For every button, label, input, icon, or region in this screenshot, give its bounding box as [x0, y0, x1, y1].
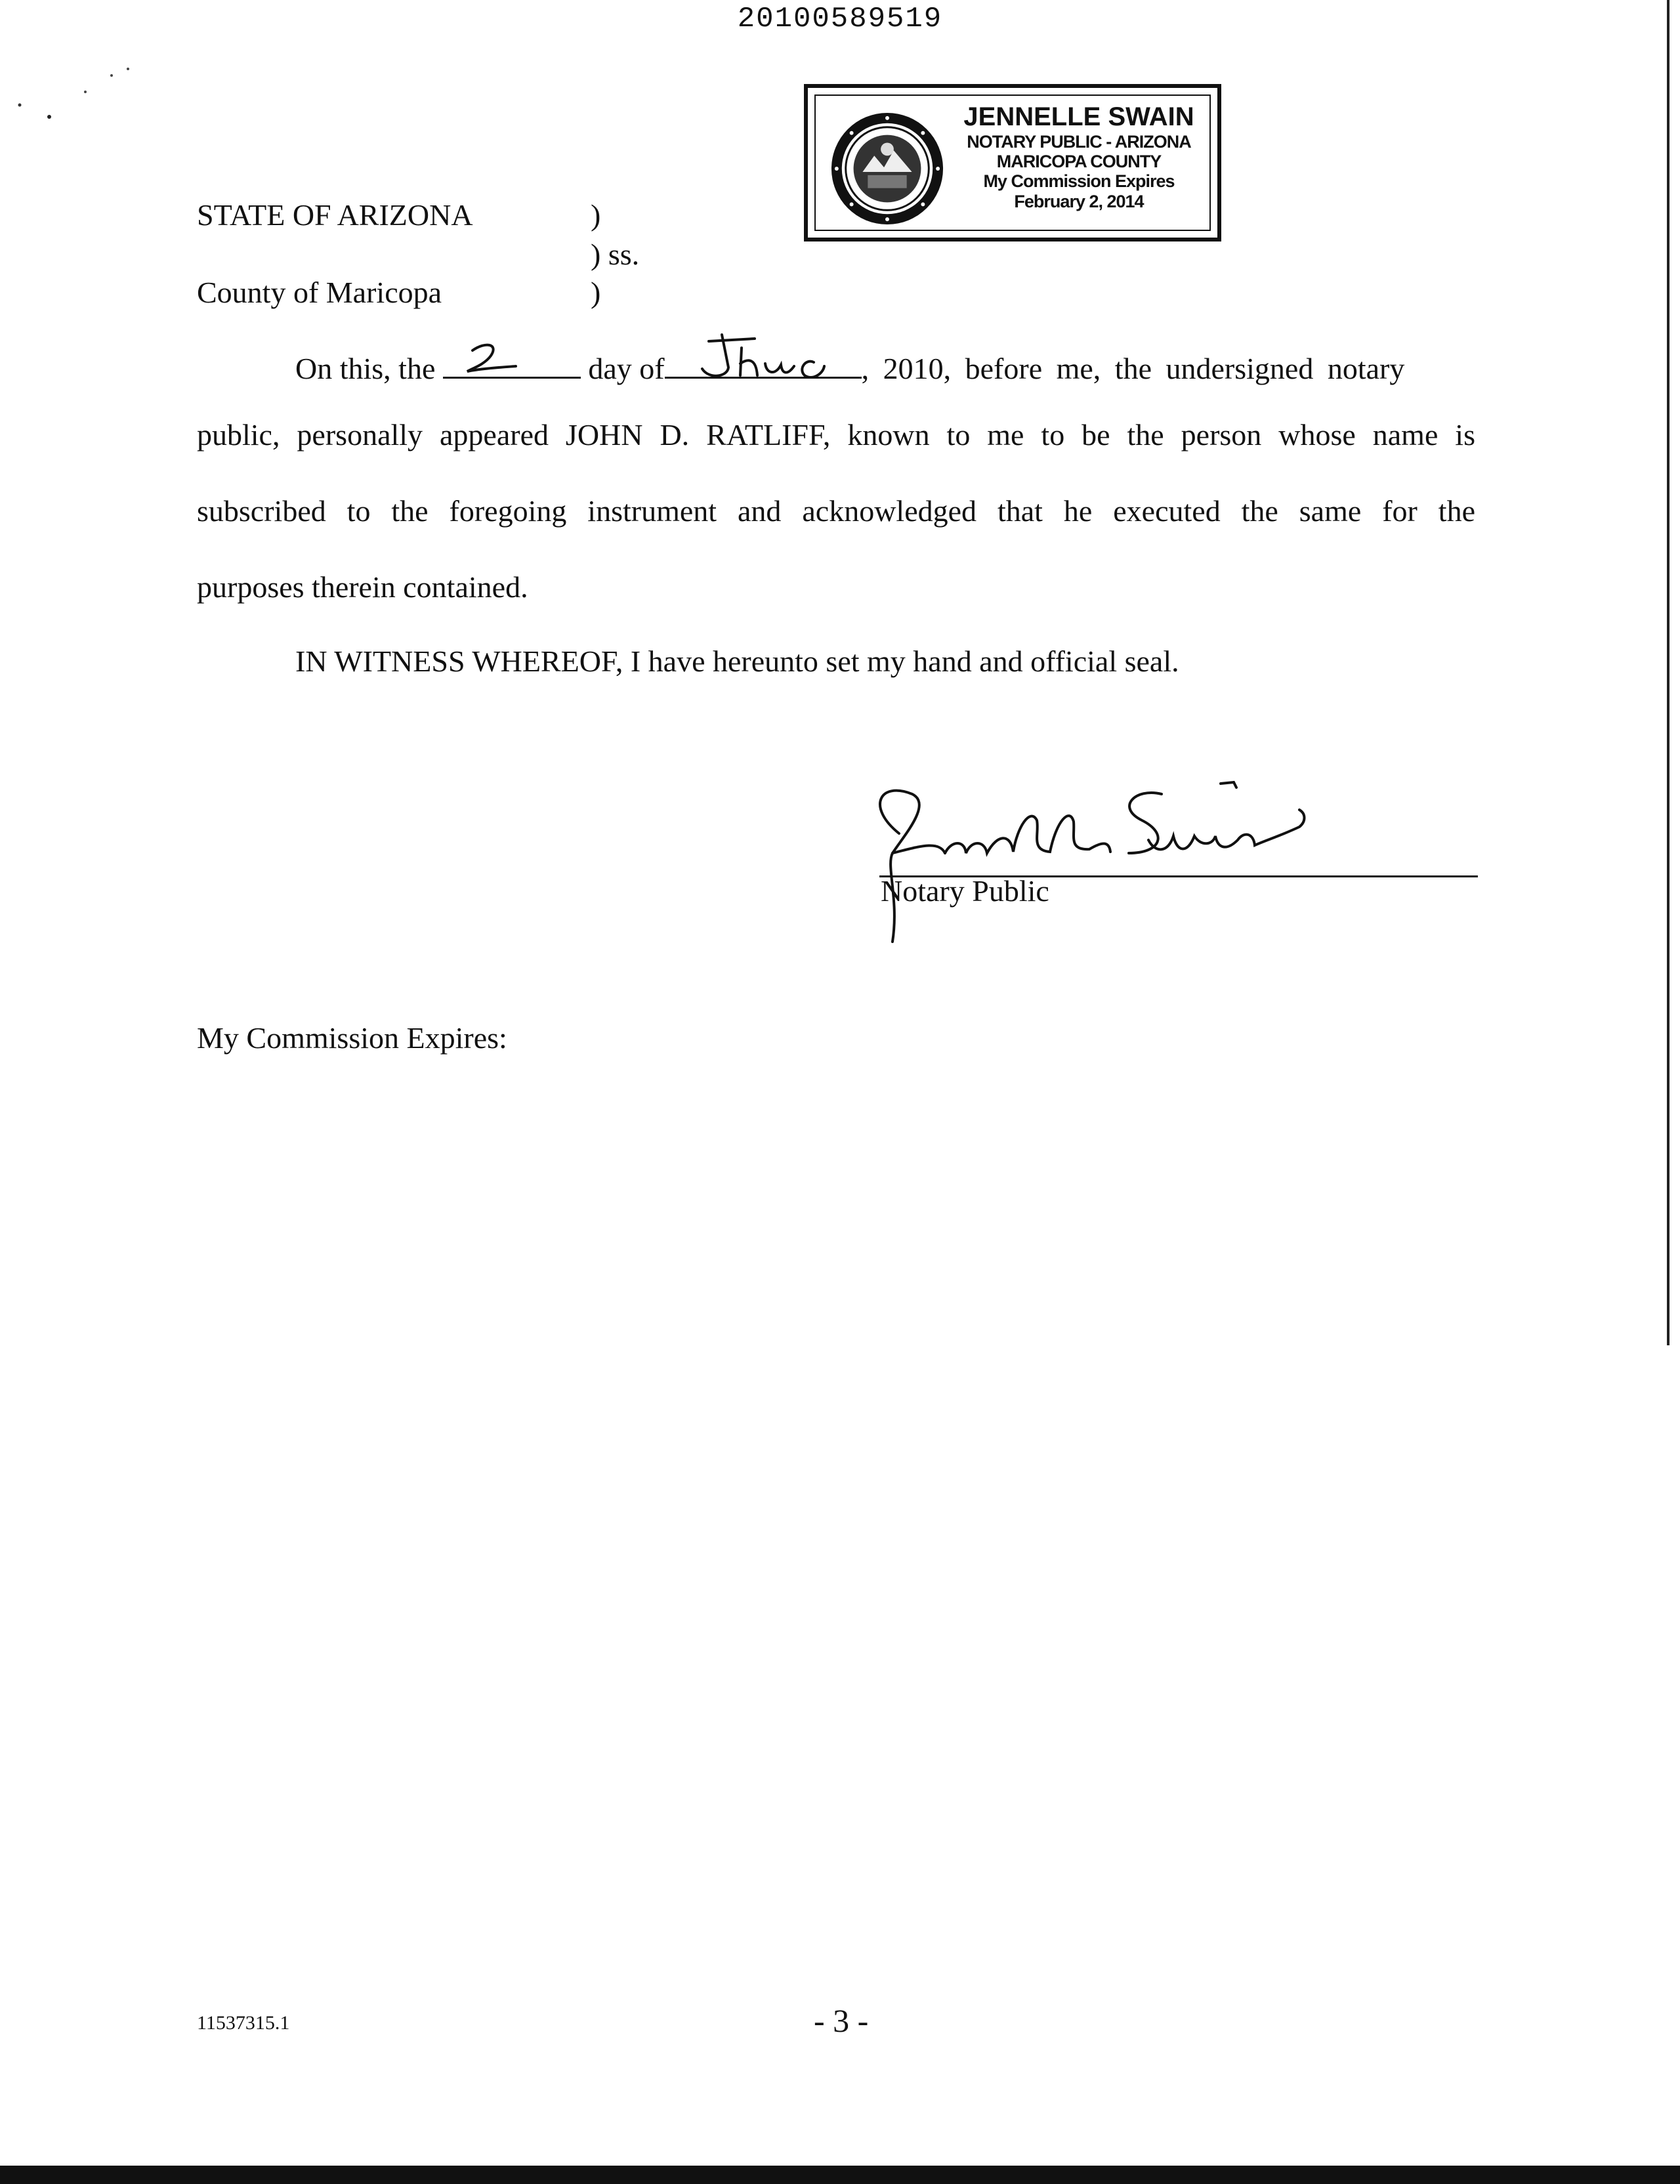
venue-paren-3: ): [591, 276, 601, 309]
handwritten-day: [453, 336, 532, 382]
acknowledgment-line-2: public, personally appeared JOHN D. RATLIFF, known to me to be the person whose name is: [197, 418, 1475, 452]
scan-edge-bottom: [0, 2166, 1680, 2184]
acknowledgment-line-3: subscribed to the foregoing instrument and acknowledged that he executed the same for the: [197, 494, 1475, 528]
notary-signature: [853, 768, 1444, 965]
stamp-county: MARICOPA COUNTY: [996, 152, 1162, 172]
ack-prefix: On this, the: [295, 352, 436, 385]
scan-edge-right: [1667, 0, 1670, 1345]
ack-rest-line-1: , 2010, before me, the undersigned notary: [861, 352, 1405, 385]
stamp-notary-name: JENNELLE SWAIN: [963, 102, 1194, 131]
recording-number: 20100589519: [737, 3, 943, 35]
notary-stamp: [804, 84, 1221, 242]
acknowledgment-line-4: purposes therein contained.: [197, 570, 528, 604]
page-number: - 3 -: [814, 2002, 869, 2039]
stamp-notary-title: NOTARY PUBLIC - ARIZONA: [967, 131, 1191, 152]
venue-state: STATE OF ARIZONA: [197, 198, 473, 232]
witness-statement: IN WITNESS WHEREOF, I have hereunto set my hand and official seal.: [295, 644, 1179, 678]
venue-ss: ) ss.: [591, 238, 640, 271]
ack-day-of: day of: [588, 352, 665, 385]
signature-caption: Notary Public: [881, 874, 1049, 908]
arizona-state-seal-icon: [829, 110, 946, 227]
venue-county: County of Maricopa: [197, 276, 442, 309]
scan-specks: [13, 59, 144, 125]
handwritten-month: [682, 322, 853, 387]
stamp-expiry-date: February 2, 2014: [1014, 191, 1144, 211]
stamp-commission-label: My Commission Expires: [983, 171, 1175, 192]
commission-expires-label: My Commission Expires:: [197, 1021, 507, 1055]
document-id: 11537315.1: [197, 2012, 290, 2034]
venue-paren-1: ): [591, 198, 601, 232]
